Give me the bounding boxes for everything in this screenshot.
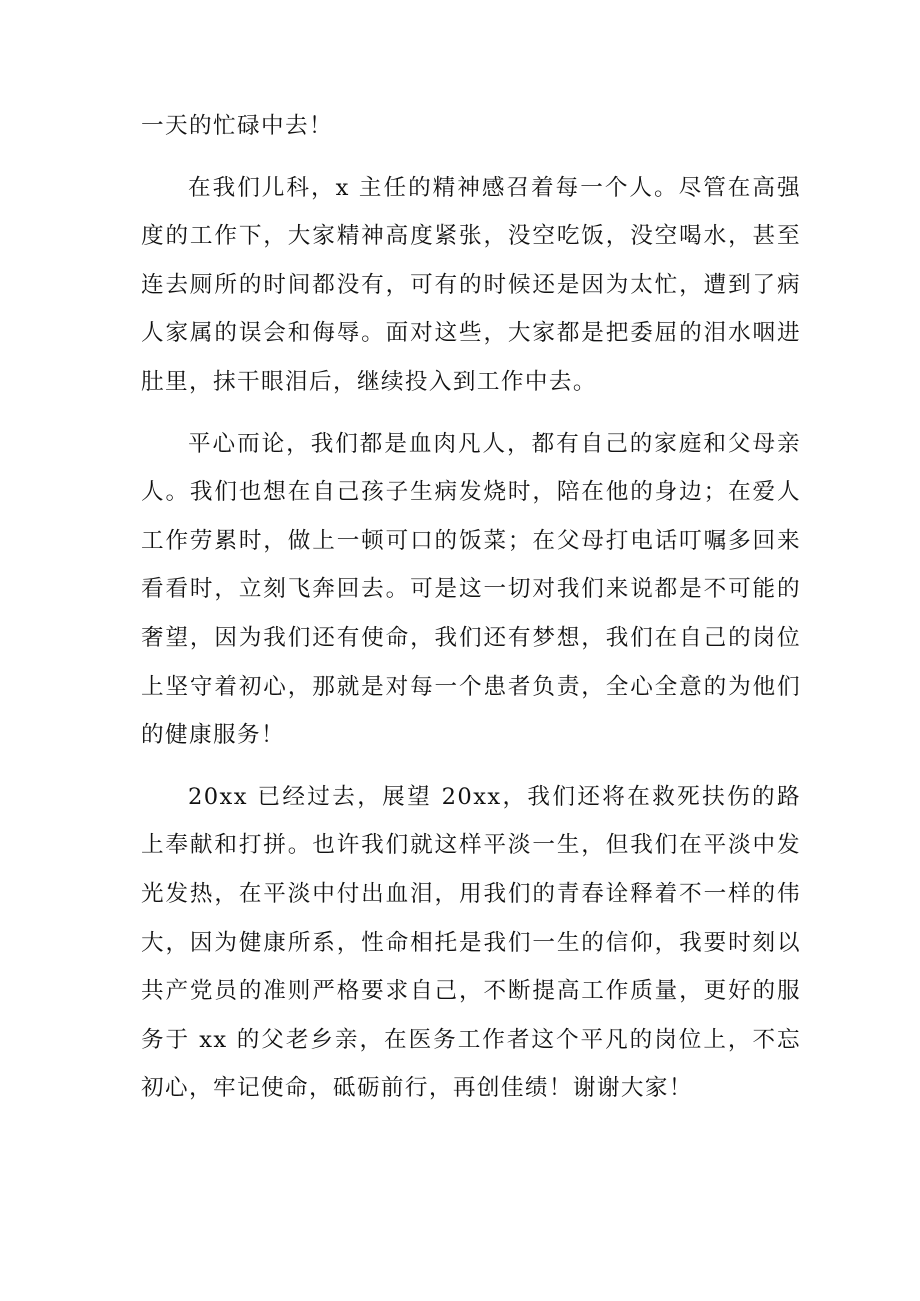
paragraph-pediatrics-director: 在我们儿科，x 主任的精神感召着每一个人。尽管在高强度的工作下，大家精神高度紧张，没空吃饭，没空喝水，甚至连去厕所的时间都没有，可有的时候还是因为太忙，遭到了病人家属的误会和侮辱。面对这些，大家都是把委屈的泪水咽进肚里，抹干眼泪后，继续投入到工作中去。 bbox=[141, 174, 801, 395]
paragraph-closing: 20xx 已经过去，展望 20xx，我们还将在救死扶伤的路上奉献和打拼。也许我们就这样平淡一生，但我们在平淡中发光发热，在平淡中付出血泪，用我们的青春诠释着不一样的伟大，因为健康所系，性命相托是我们一生的信仰，我要时刻以共产党员的准则严格要求自己，不断提高工作质量，更好的服务于 xx 的父老乡亲，在医务工作者这个平凡的岗位上，不忘初心，牢记使命，砥砺前行，再创佳绩！谢谢大家！ bbox=[141, 783, 801, 1102]
paragraph-ordinary-people: 平心而论，我们都是血肉凡人，都有自己的家庭和父母亲人。我们也想在自己孩子生病发烧时，陪在他的身边；在爱人工作劳累时，做上一顿可口的饭菜；在父母打电话叮嘱多回来看看时，立刻飞奔回去。可是这一切对我们来说都是不可能的奢望，因为我们还有使命，我们还有梦想，我们在自己的岗位上坚守着初心，那就是对每一个患者负责，全心全意的为他们的健康服务！ bbox=[141, 430, 801, 749]
paragraph-continuation: 一天的忙碌中去！ bbox=[141, 113, 333, 139]
document-body bbox=[141, 102, 801, 1113]
